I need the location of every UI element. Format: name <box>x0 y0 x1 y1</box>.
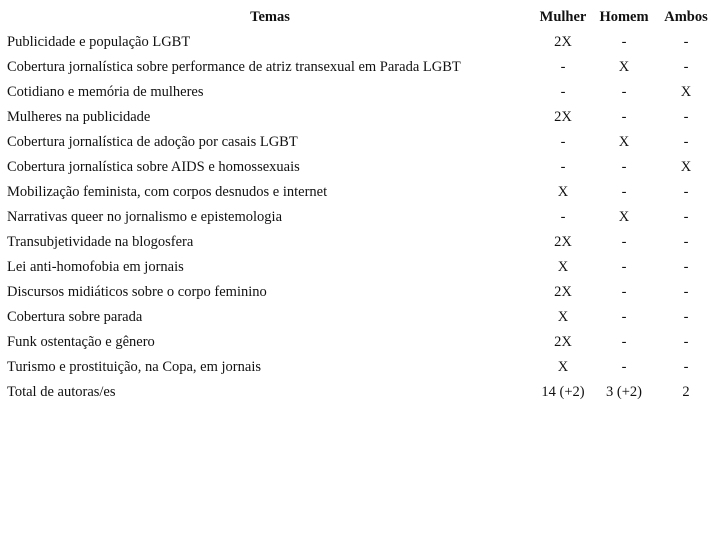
cell-homem: - <box>621 259 627 275</box>
cell-homem: - <box>621 309 627 325</box>
cell-mulher: 2X <box>554 34 572 50</box>
cell-homem: 3 (+2) <box>606 384 642 400</box>
table-row <box>0 280 719 305</box>
cell-homem: X <box>618 134 630 150</box>
cell-tema: Total de autoras/es <box>7 384 116 400</box>
header-ambos: Ambos <box>664 9 708 25</box>
cell-homem: - <box>621 184 627 200</box>
table-row <box>0 30 719 55</box>
cell-homem: - <box>621 334 627 350</box>
cell-homem: - <box>621 234 627 250</box>
cell-ambos: - <box>683 59 689 75</box>
cell-mulher: 14 (+2) <box>541 384 585 400</box>
table-row <box>0 55 719 80</box>
cell-ambos: - <box>683 259 689 275</box>
header-temas: Temas <box>250 9 290 25</box>
table-row <box>0 105 719 130</box>
cell-tema: Discursos midiáticos sobre o corpo feminino <box>7 284 267 300</box>
cell-mulher: - <box>560 59 566 75</box>
cell-ambos: - <box>683 109 689 125</box>
cell-mulher: 2X <box>554 334 572 350</box>
table-row <box>0 355 719 380</box>
header-mulher: Mulher <box>539 9 587 25</box>
table-row <box>0 380 719 405</box>
cell-ambos: X <box>680 159 692 175</box>
cell-mulher: 2X <box>554 284 572 300</box>
cell-tema: Lei anti-homofobia em jornais <box>7 259 184 275</box>
cell-mulher: X <box>557 359 569 375</box>
cell-ambos: - <box>683 184 689 200</box>
table-row <box>0 230 719 255</box>
cell-ambos: - <box>683 359 689 375</box>
cell-mulher: X <box>557 309 569 325</box>
cell-homem: - <box>621 359 627 375</box>
cell-tema: Cobertura jornalística sobre performance de atriz transexual em Parada LGBT <box>7 59 461 75</box>
table-row <box>0 330 719 355</box>
cell-mulher: - <box>560 159 566 175</box>
cell-tema: Turismo e prostituição, na Copa, em jornais <box>7 359 261 375</box>
cell-homem: - <box>621 109 627 125</box>
table-row <box>0 130 719 155</box>
cell-ambos: - <box>683 34 689 50</box>
cell-tema: Publicidade e população LGBT <box>7 34 191 50</box>
table-row <box>0 205 719 230</box>
cell-tema: Cobertura jornalística de adoção por casais LGBT <box>7 134 298 150</box>
cell-tema: Mobilização feminista, com corpos desnudos e internet <box>7 184 328 200</box>
cell-tema: Funk ostentação e gênero <box>7 334 155 350</box>
cell-tema: Cotidiano e memória de mulheres <box>7 84 204 100</box>
cell-ambos: X <box>680 84 692 100</box>
cell-tema: Narrativas queer no jornalismo e epistemologia <box>7 209 283 225</box>
table-row <box>0 155 719 180</box>
table-row <box>0 180 719 205</box>
cell-ambos: - <box>683 209 689 225</box>
cell-ambos: 2 <box>682 384 690 400</box>
cell-ambos: - <box>683 134 689 150</box>
cell-mulher: X <box>557 184 569 200</box>
table-row <box>0 80 719 105</box>
table-row <box>0 255 719 280</box>
cell-homem: - <box>621 159 627 175</box>
cell-homem: - <box>621 284 627 300</box>
cell-ambos: - <box>683 234 689 250</box>
cell-mulher: - <box>560 84 566 100</box>
cell-homem: X <box>618 209 630 225</box>
cell-mulher: X <box>557 259 569 275</box>
header-homem: Homem <box>599 9 649 25</box>
cell-mulher: - <box>560 134 566 150</box>
cell-tema: Cobertura sobre parada <box>7 309 143 325</box>
cell-mulher: 2X <box>554 234 572 250</box>
cell-tema: Transubjetividade na blogosfera <box>7 234 194 250</box>
cell-ambos: - <box>683 284 689 300</box>
table-header <box>0 5 719 30</box>
cell-mulher: - <box>560 209 566 225</box>
cell-tema: Cobertura jornalística sobre AIDS e homossexuais <box>7 159 300 175</box>
table-row <box>0 305 719 330</box>
cell-ambos: - <box>683 334 689 350</box>
cell-homem: - <box>621 84 627 100</box>
cell-homem: X <box>618 59 630 75</box>
cell-homem: - <box>621 34 627 50</box>
cell-mulher: 2X <box>554 109 572 125</box>
cell-tema: Mulheres na publicidade <box>7 109 151 125</box>
cell-ambos: - <box>683 309 689 325</box>
